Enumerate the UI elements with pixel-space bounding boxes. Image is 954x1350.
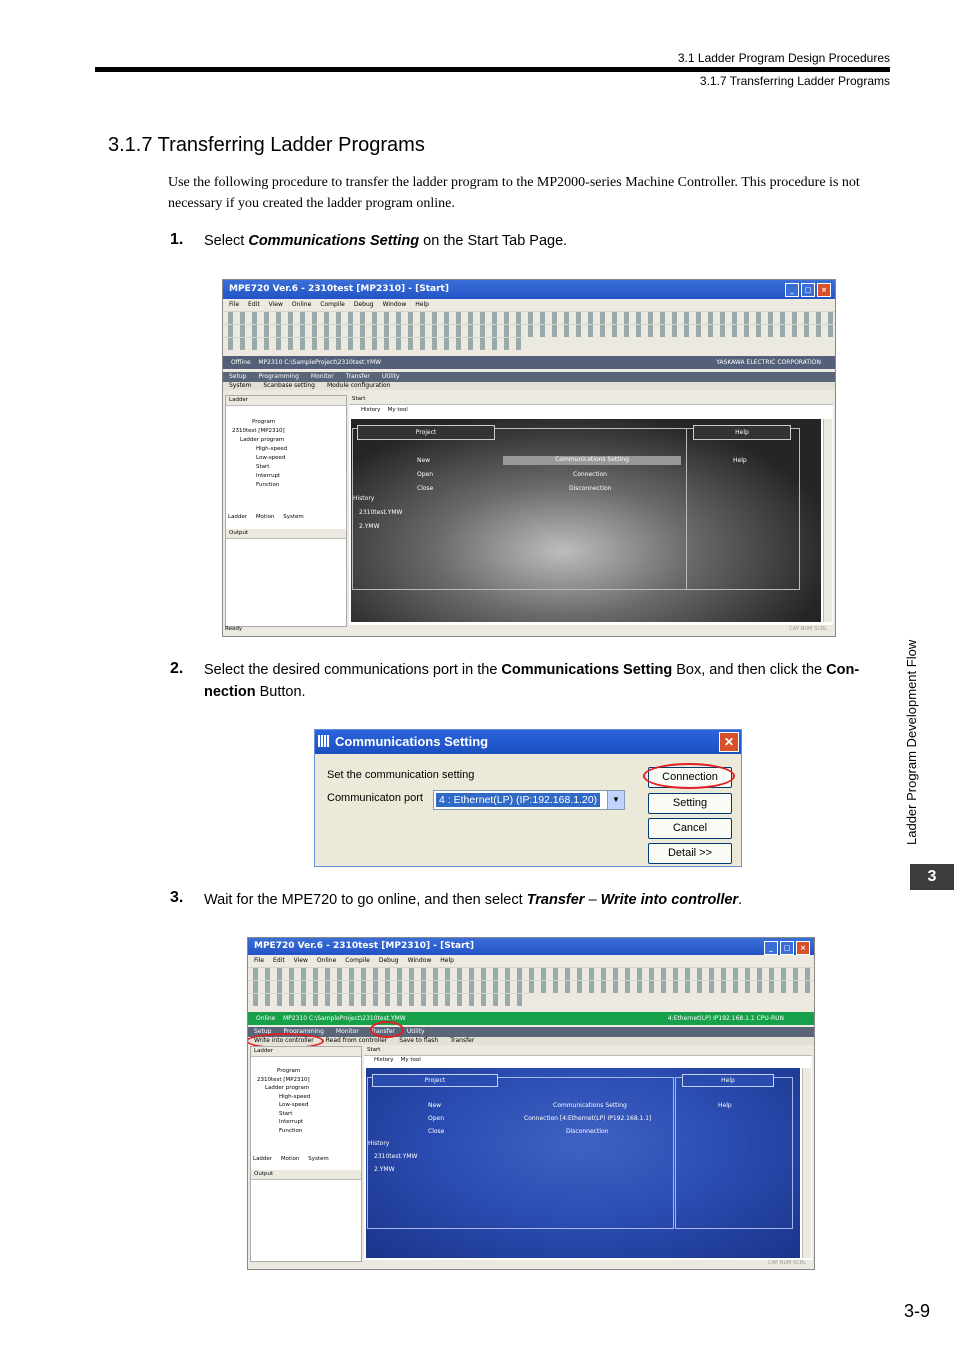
page-number: 3-9 — [903, 1301, 930, 1321]
status-offline-bar: Offline MP2310 C:\SampleProject\2310test.YMW YASKAWA ELECTRIC CORPORATION — [223, 356, 835, 369]
menu-view[interactable]: View — [268, 301, 283, 308]
tree-low-speed[interactable]: Low-speed — [279, 1102, 309, 1108]
highlight-oval — [643, 763, 735, 789]
tree-interrupt[interactable]: Interrupt — [279, 1119, 304, 1125]
port-selected-value: 4 : Ethernet(LP) (IP:192.168.1.20) — [436, 793, 600, 807]
screenshot-start-online — [247, 937, 815, 1270]
close-icon[interactable]: × — [817, 283, 831, 297]
tab-monitor[interactable]: Monitor — [335, 1028, 359, 1035]
minimize-icon[interactable]: _ — [764, 941, 778, 955]
running-header-subsection: 3.1.7 Transferring Ladder Programs — [699, 74, 890, 88]
history-tab[interactable]: History — [374, 1057, 394, 1063]
communications-setting-link[interactable]: Communications Setting — [553, 1102, 627, 1109]
step-2-text: Select the desired communications port in the Communications Setting Box, and then click the Con-nection Button. — [204, 662, 860, 700]
tree-start[interactable]: Start — [256, 464, 270, 470]
start-tab[interactable]: Start — [364, 1046, 812, 1056]
maximize-icon[interactable]: □ — [801, 283, 815, 297]
menu-edit[interactable]: Edit — [248, 301, 260, 308]
mytool-tab[interactable]: My tool — [400, 1057, 421, 1063]
history-tab[interactable]: History — [361, 407, 381, 413]
sub-tab-row — [223, 382, 835, 390]
section-title: 3.1.7 Transferring Ladder Programs — [108, 134, 425, 156]
step-1-text: Select Communications Setting on the Start Tab Page. — [204, 233, 568, 249]
toolbar-3-online[interactable] — [248, 993, 528, 1006]
communications-setting-link[interactable]: Communications Setting — [503, 456, 681, 465]
pane-bottom-tabs — [228, 514, 304, 520]
menu-edit[interactable]: Edit — [273, 957, 285, 964]
menu-file[interactable]: File — [254, 957, 265, 964]
menu-help[interactable]: Help — [440, 957, 454, 964]
ladder-pane-title: Ladder — [251, 1047, 361, 1057]
tree-function[interactable]: Function — [279, 1127, 303, 1134]
help-header: Help — [693, 425, 791, 440]
tree-root[interactable]: 2310test [MP2310] — [232, 428, 285, 434]
disconnection-link[interactable]: Disconnection — [569, 485, 612, 492]
tab-utility[interactable]: Utility — [381, 373, 400, 380]
running-header-section: 3.1 Ladder Program Design Procedures — [677, 51, 890, 65]
output-pane-title: Output — [226, 529, 346, 539]
bottom-tab-system[interactable]: System — [283, 514, 304, 520]
project-header: Project — [357, 425, 495, 440]
subtab-transfer[interactable]: Transfer — [450, 1037, 475, 1044]
menu-view[interactable]: View — [293, 957, 308, 964]
start-tab[interactable]: Start — [349, 395, 833, 405]
tree-ladder-program[interactable]: Ladder program — [240, 437, 285, 443]
history-heading: History — [353, 495, 375, 502]
menu-debug[interactable]: Debug — [353, 301, 374, 308]
menu-online[interactable]: Online — [291, 301, 312, 308]
bottom-tab-ladder[interactable]: Ladder — [228, 514, 248, 520]
step-1-number: 1. — [170, 231, 184, 248]
history-item-2[interactable]: 2.YMW — [374, 1166, 395, 1173]
subtab-scanbase[interactable]: Scanbase setting — [263, 382, 315, 389]
close-link[interactable]: Close — [417, 485, 434, 492]
status-ready: Ready — [225, 626, 243, 632]
tab-transfer[interactable]: Transfer — [345, 373, 370, 380]
ladder-pane-title: Ladder — [226, 396, 346, 406]
transfer-tab-highlight — [370, 1021, 404, 1038]
tab-programming[interactable]: Programming — [258, 373, 299, 380]
bottom-tab-motion[interactable]: Motion — [255, 514, 275, 520]
tab-utility[interactable]: Utility — [406, 1028, 425, 1035]
menu-compile[interactable]: Compile — [320, 301, 345, 308]
subtab-write-into-controller[interactable]: Write into controller — [254, 1037, 314, 1044]
dialog-close-icon[interactable]: ✕ — [719, 732, 739, 752]
menu-help[interactable]: Help — [415, 301, 429, 308]
subtab-read-from-controller[interactable]: Read from controller — [325, 1037, 388, 1044]
start-panel-bg-online — [366, 1068, 800, 1258]
start-panel-bg — [351, 419, 821, 622]
tab-transfer[interactable]: Transfer — [370, 1028, 395, 1035]
help-header: Help — [682, 1074, 774, 1087]
ladder-pane — [225, 395, 347, 627]
tree-ladder-program[interactable]: Ladder program — [265, 1085, 310, 1091]
disconnection-link[interactable]: Disconnection — [566, 1128, 609, 1135]
step-2-number: 2. — [170, 660, 184, 677]
dialog-label-port: Communicaton port — [327, 792, 423, 804]
ladder-pane-online — [250, 1046, 362, 1262]
vertical-scrollbar[interactable] — [823, 419, 832, 622]
chapter-tab: 3 — [910, 864, 954, 890]
tree-high-speed[interactable]: High-speed — [279, 1093, 311, 1100]
subtab-system[interactable]: System — [229, 382, 252, 389]
tab-programming[interactable]: Programming — [283, 1028, 324, 1035]
history-heading: History — [368, 1140, 390, 1147]
toolbar-2-online[interactable] — [248, 980, 814, 993]
subtab-module[interactable]: Module configuration — [326, 382, 391, 389]
maximize-icon[interactable]: □ — [780, 941, 794, 955]
header-rule — [95, 67, 890, 72]
toolbar-3[interactable] — [223, 337, 523, 350]
menu-compile[interactable]: Compile — [345, 957, 370, 964]
mytool-tab[interactable]: My tool — [387, 407, 408, 413]
menu-window[interactable]: Window — [382, 301, 407, 308]
intro-paragraph: Use the following procedure to transfer the ladder program to the MP2000-series Machine Controller. This procedure is not necessary if you created the ladder program online. — [168, 175, 860, 211]
bottom-tab-system[interactable]: System — [308, 1156, 329, 1162]
open-link[interactable]: Open — [417, 471, 434, 478]
output-pane-title: Output — [251, 1170, 361, 1180]
new-link[interactable]: New — [417, 457, 431, 464]
tree-interrupt[interactable]: Interrupt — [256, 473, 281, 479]
dialog-titlebar: Communications Setting ✕ — [315, 730, 741, 754]
side-chapter-label: Ladder Program Development Flow — [904, 639, 919, 845]
connection-link[interactable]: Connection — [573, 471, 607, 478]
tree-high-speed[interactable]: High-speed — [256, 446, 288, 452]
close-link[interactable]: Close — [428, 1128, 445, 1135]
connection-button[interactable]: Connection — [648, 767, 732, 788]
close-icon[interactable]: × — [796, 941, 810, 955]
tree-start[interactable]: Start — [279, 1110, 293, 1117]
vertical-scrollbar[interactable] — [802, 1068, 811, 1258]
menu-bar — [223, 299, 835, 311]
pane-bottom-tabs-online — [253, 1156, 329, 1162]
toolbar-2[interactable] — [223, 324, 835, 337]
main-tab-row-online — [248, 1027, 814, 1037]
step-3-text: Wait for the MPE720 to go online, and then select Transfer – Write into controller. — [204, 892, 743, 908]
program-tree-online — [257, 1067, 310, 1135]
tab-monitor[interactable]: Monitor — [310, 373, 334, 380]
menu-bar-online — [248, 955, 814, 967]
tree-root[interactable]: 2310test [MP2310] — [257, 1076, 310, 1083]
transfer-sub-tab-row — [248, 1037, 814, 1045]
menu-debug[interactable]: Debug — [378, 957, 399, 964]
bottom-tab-ladder[interactable]: Ladder — [253, 1156, 273, 1162]
chevron-down-icon[interactable]: ▼ — [607, 791, 624, 809]
start-page — [349, 395, 833, 625]
connection-link[interactable]: Connection [4:Ethernet(LP) IP192.168.1.1] — [524, 1115, 652, 1122]
setting-button[interactable]: Setting — [648, 793, 732, 814]
tab-setup[interactable]: Setup — [229, 373, 247, 380]
start-page-online — [364, 1046, 812, 1260]
cancel-button[interactable]: Cancel — [648, 818, 732, 839]
open-link[interactable]: Open — [428, 1115, 445, 1122]
new-link[interactable]: New — [428, 1102, 442, 1109]
history-item-2[interactable]: 2.YMW — [359, 523, 380, 530]
app-logo-icon — [318, 735, 330, 747]
menu-file[interactable]: File — [229, 301, 240, 308]
screenshot-start-offline — [222, 279, 836, 637]
app-titlebar-online: MPE720 Ver.6 - 2310test [MP2310] - [Start] _ □ × — [248, 938, 814, 955]
menu-window[interactable]: Window — [407, 957, 432, 964]
tree-low-speed[interactable]: Low-speed — [256, 455, 286, 461]
history-item-1[interactable]: 2310test.YMW — [359, 509, 403, 516]
history-item-1[interactable]: 2310test.YMW — [374, 1153, 418, 1160]
program-tree — [232, 418, 287, 490]
project-header: Project — [372, 1074, 498, 1087]
tree-program[interactable]: Program — [252, 419, 276, 425]
step-3-number: 3. — [170, 889, 184, 906]
detail-button[interactable]: Detail >> — [648, 843, 732, 864]
bottom-tab-motion[interactable]: Motion — [280, 1156, 300, 1162]
tab-setup[interactable]: Setup — [254, 1028, 272, 1035]
app-titlebar: MPE720 Ver.6 - 2310test [MP2310] - [Start] _ □ × — [223, 280, 835, 299]
communications-setting-dialog — [314, 729, 742, 867]
status-indicators: CAP NUM SCRL — [789, 626, 827, 632]
toolbar-1[interactable] — [223, 311, 835, 324]
dialog-label-setting: Set the communication setting — [327, 769, 475, 781]
toolbar-1-online[interactable] — [248, 967, 814, 980]
help-link[interactable]: Help — [718, 1102, 732, 1109]
main-tab-row — [223, 372, 835, 382]
communication-port-select[interactable] — [433, 790, 625, 810]
minimize-icon[interactable]: _ — [785, 283, 799, 297]
menu-online[interactable]: Online — [316, 957, 337, 964]
subtab-save-to-flash[interactable]: Save to flash — [399, 1037, 439, 1044]
tree-program[interactable]: Program — [277, 1068, 301, 1074]
status-online-bar: Online MP2310 C:\SampleProject\2310test.YMW 4:Ethernet(LP) IP192.168.1.1 CPU-RUN — [248, 1012, 814, 1025]
status-indicators: CAP NUM SCRL — [768, 1260, 806, 1266]
tree-function[interactable]: Function — [256, 482, 280, 488]
help-link[interactable]: Help — [733, 457, 747, 464]
